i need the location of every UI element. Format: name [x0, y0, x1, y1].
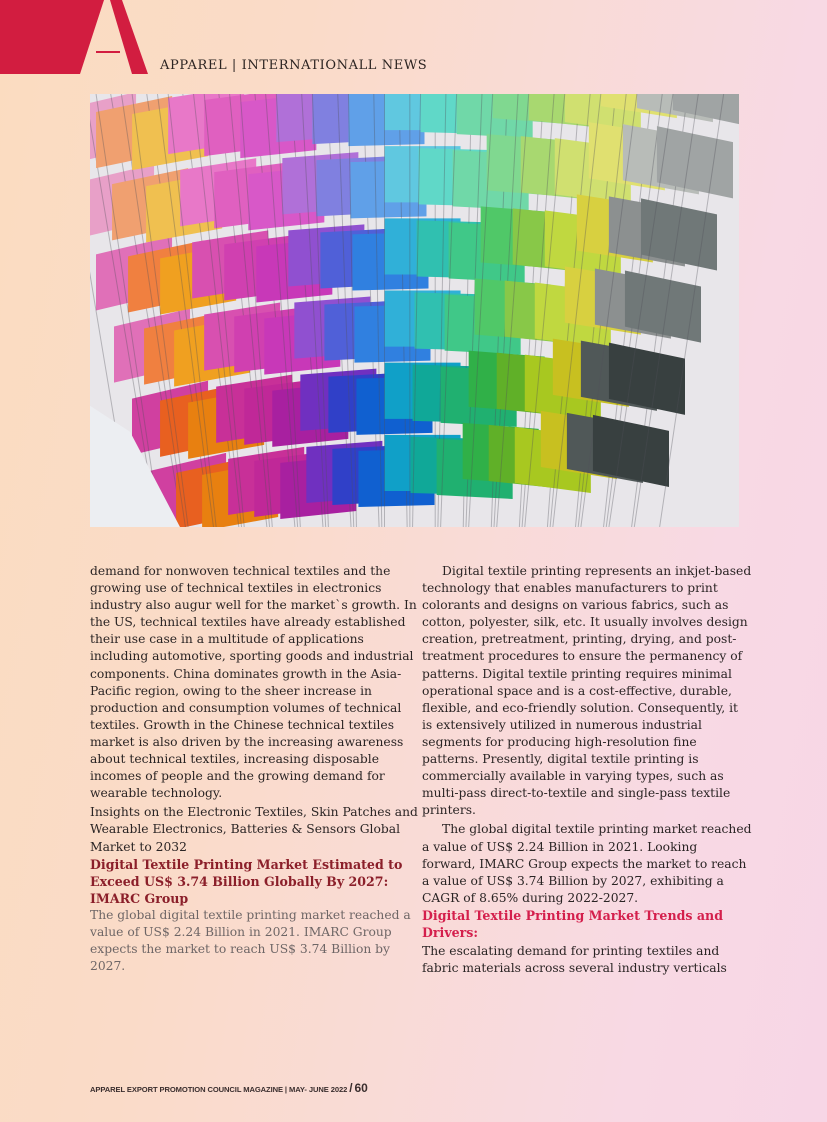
- paragraph: demand for nonwoven technical textiles and the growing use of technical textiles in electronics industry also augur well for the market`s growth. In the US, technical textiles have already established their use case in a multitude of applications including automotive, sporting goods and industrial components. China dominates growth in the Asia-Pacific region, owing to the sheer increase in production and consumption volumes of technical textiles. Growth in the Chinese technical textiles market is also driven by the increasing awareness about technical textiles, increasing disposable incomes of people and the growing demand for wearable technology.: [90, 564, 417, 801]
- section-heading: Digital Textile Printing Market Estimated to Exceed US$ 3.74 Billion Globally By 2027: IMARC Group: [90, 856, 403, 906]
- related-article-link[interactable]: Insights on the Electronic Textiles, Skin Patches and Wearable Electronics, Batteries & Sensors Global Market to 2032: [90, 805, 418, 854]
- section-heading: Digital Textile Printing Market Trends and Drivers:: [422, 907, 724, 940]
- footer-separator: /: [349, 1081, 353, 1095]
- paragraph: The global digital textile printing market reached a value of US$ 2.24 Billion in 2021. Looking forward, IMARC Group expects the market to reach a value of US$ 3.74 Billion by 2027, exhibiting a CAGR of 8.65% during 2022-2027.: [422, 822, 752, 905]
- section-label: APPAREL | INTERNATIONALL NEWS: [160, 58, 428, 73]
- page-number: 60: [354, 1081, 368, 1095]
- publication-name: APPAREL EXPORT PROMOTION COUNCIL MAGAZINE | MAY- JUNE 2022: [90, 1085, 348, 1094]
- page-footer: [90, 1081, 368, 1095]
- article-left-column: [90, 563, 420, 975]
- paragraph: The escalating demand for printing textiles and fabric materials across several industry verticals: [422, 944, 727, 976]
- summary-paragraph: The global digital textile printing market reached a value of US$ 2.24 Billion in 2021. IMARC Group expects the market to reach US$ 3.74 Billion by 2027.: [90, 907, 411, 974]
- swatch-fan-image: [90, 94, 739, 527]
- swatch-colour-band: [673, 94, 739, 126]
- colour-swatch-photo: [90, 94, 739, 527]
- magazine-logo-icon: [0, 0, 160, 76]
- article-right-column: [422, 563, 752, 977]
- paragraph: Digital textile printing represents an inkjet-based technology that enables manufacturers to print colorants and designs on various fabrics, such as cotton, polyester, silk, etc. It usually involves design creation, pretreatment, printing, drying, and post-treatment procedures to ensure the permanency of patterns. Digital textile printing requires minimal operational space and is a cost-effective, durable, flexible, and eco-friendly solution. Consequently, it is extensively utilized in numerous industrial segments for producing high-resolution fine patterns. Presently, digital textile printing is commercially available in varying types, such as multi-pass direct-to-textile and single-pass textile printers.: [422, 564, 752, 818]
